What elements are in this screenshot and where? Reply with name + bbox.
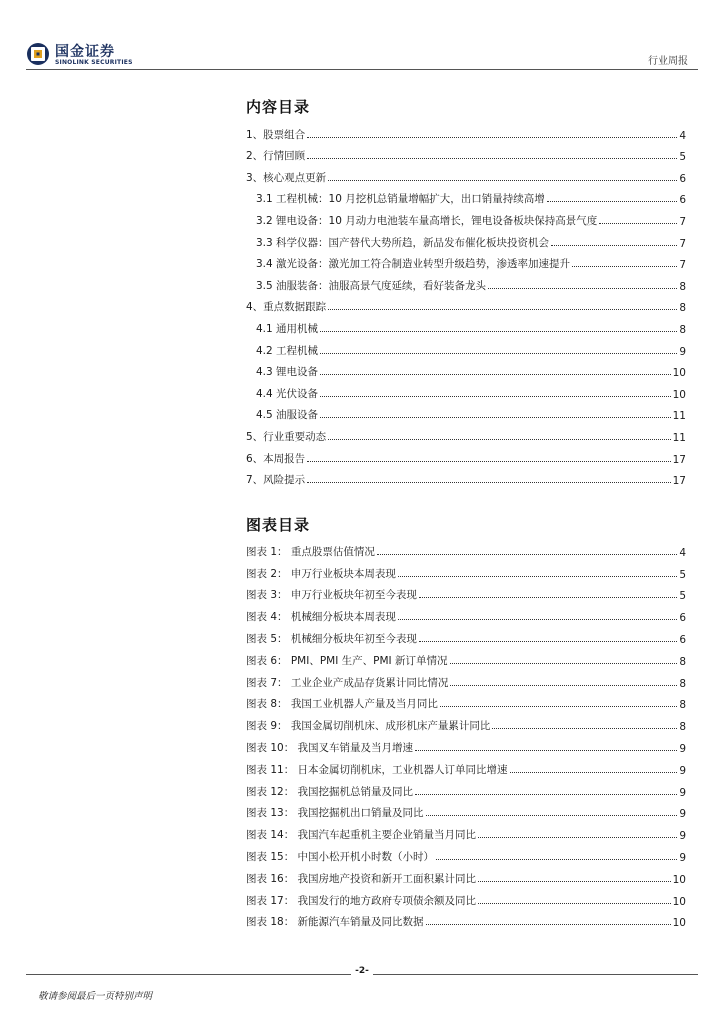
figures-title: 图表目录 [246, 516, 311, 534]
toc-entry[interactable] [246, 444, 686, 466]
figure-entry-label: 图表 10： 我国叉车销量及当月增速 [246, 741, 414, 754]
dot-leader [328, 179, 677, 181]
dot-leader [426, 814, 678, 816]
header-divider [26, 69, 698, 70]
dot-leader [426, 923, 671, 925]
dot-leader [478, 880, 671, 882]
figure-entry-page: 8 [679, 721, 686, 734]
figure-entry[interactable] [246, 908, 686, 930]
figure-entry-label: 图表 4： 机械细分板块本周表现 [246, 611, 396, 624]
dot-leader [551, 244, 677, 246]
figure-entry-page: 9 [679, 764, 686, 777]
figure-entry-label: 图表 18： 新能源汽车销量及同比数据 [246, 916, 424, 929]
toc-entry-label: 7、风险提示 [246, 474, 306, 487]
figure-entry[interactable] [246, 711, 686, 733]
figure-entry[interactable] [246, 799, 686, 821]
dot-leader [436, 858, 677, 860]
figure-entry-page: 5 [679, 568, 686, 581]
figure-entry-page: 6 [679, 633, 686, 646]
dot-leader [307, 136, 677, 138]
brand-name-en: SINOLINK SECURITIES [55, 59, 133, 66]
brand-name-cn: 国金证券 [55, 44, 115, 60]
toc-entry-label: 3.3 科学仪器：国产替代大势所趋，新品发布催化板块投资机会 [256, 236, 550, 249]
figure-entry-page: 10 [672, 895, 686, 908]
figure-entry[interactable] [246, 537, 686, 559]
dot-leader [510, 771, 678, 773]
toc-entry-page: 4 [679, 129, 686, 142]
brand-logo [26, 40, 136, 68]
dot-leader [440, 705, 677, 707]
dot-leader [419, 596, 677, 598]
figure-entry-page: 9 [679, 851, 686, 864]
toc-entry-page: 10 [672, 367, 686, 380]
page-number [0, 966, 724, 976]
dot-leader [492, 727, 677, 729]
toc-entry[interactable] [246, 314, 686, 336]
figure-entry-label: 图表 1： 重点股票估值情况 [246, 545, 375, 558]
figure-entry-label: 图表 13： 我国挖掘机出口销量及同比 [246, 807, 424, 820]
dot-leader [547, 200, 678, 202]
toc-entry[interactable] [246, 228, 686, 250]
toc-entry-label: 4、重点数据跟踪 [246, 301, 327, 314]
dot-leader [398, 618, 677, 620]
toc-entry[interactable] [246, 293, 686, 315]
toc-entry-label: 3、核心观点更新 [246, 171, 327, 184]
dot-leader [307, 460, 670, 462]
document-type: 行业周报 [648, 56, 688, 67]
figure-entry-label: 图表 5： 机械细分板块年初至今表现 [246, 632, 417, 645]
toc-entry-page: 6 [679, 194, 686, 207]
dot-leader [320, 416, 671, 418]
figure-entry-label: 图表 3： 申万行业板块年初至今表现 [246, 589, 417, 602]
dot-leader [320, 352, 677, 354]
dot-leader [450, 684, 677, 686]
figure-entry-label: 图表 2： 申万行业板块本周表现 [246, 567, 396, 580]
figure-entry-label: 图表 12： 我国挖掘机总销量及同比 [246, 785, 414, 798]
toc-entry-page: 6 [679, 172, 686, 185]
dot-leader [377, 553, 677, 555]
toc-entry-label: 4.3 锂电设备 [256, 366, 319, 379]
toc-entry-page: 5 [679, 151, 686, 164]
figure-entry-page: 8 [679, 699, 686, 712]
toc-entry-page: 11 [672, 431, 686, 444]
toc-entry[interactable] [246, 422, 686, 444]
figure-entry[interactable] [246, 886, 686, 908]
toc-entry-label: 3.4 激光设备：激光加工符合制造业转型升级趋势，渗透率加速提升 [256, 258, 571, 271]
figure-entry[interactable] [246, 624, 686, 646]
page-header [0, 0, 724, 70]
figure-entry[interactable] [246, 820, 686, 842]
toc-entry[interactable] [246, 271, 686, 293]
page-number-text: -2- [351, 966, 373, 976]
dot-leader [328, 308, 677, 310]
toc-entry-page: 8 [679, 323, 686, 336]
figure-entry[interactable] [246, 602, 686, 624]
toc-entry-label: 4.4 光伏设备 [256, 387, 319, 400]
figure-entry-label: 图表 14： 我国汽车起重机主要企业销量当月同比 [246, 829, 477, 842]
toc-entry-page: 17 [672, 453, 686, 466]
toc-entry[interactable] [246, 250, 686, 272]
figure-entry-label: 图表 8： 我国工业机器人产量及当月同比 [246, 698, 438, 711]
dot-leader [320, 330, 677, 332]
toc-entry[interactable] [246, 358, 686, 380]
figure-entry-page: 8 [679, 677, 686, 690]
figure-entry[interactable] [246, 733, 686, 755]
sinolink-logo-icon [26, 42, 50, 66]
dot-leader [328, 438, 670, 440]
toc-entry[interactable] [246, 163, 686, 185]
toc-entry-label: 4.2 工程机械 [256, 344, 319, 357]
toc-entry-page: 8 [679, 280, 686, 293]
dot-leader [415, 793, 677, 795]
dot-leader [478, 902, 671, 904]
figure-entry[interactable] [246, 581, 686, 603]
dot-leader [398, 575, 677, 577]
figure-index [246, 537, 686, 929]
toc-entry[interactable] [246, 142, 686, 164]
figure-entry-label: 图表 16： 我国房地产投资和新开工面积累计同比 [246, 872, 477, 885]
toc-entry[interactable] [246, 185, 686, 207]
figure-entry-label: 图表 9： 我国金属切削机床、成形机床产量累计同比 [246, 720, 491, 733]
dot-leader [572, 265, 677, 267]
toc-entry-page: 9 [679, 345, 686, 358]
toc-entry-label: 3.5 油服装备：油服高景气度延续，看好装备龙头 [256, 279, 487, 292]
toc-entry-page: 17 [672, 475, 686, 488]
figure-entry-page: 6 [679, 612, 686, 625]
dot-leader [320, 395, 671, 397]
dot-leader [320, 373, 671, 375]
figure-entry-page: 4 [679, 546, 686, 559]
toc-entry-label: 3.2 锂电设备：10 月动力电池装车量高增长，锂电设备板块保持高景气度 [256, 214, 598, 227]
toc-entry[interactable] [246, 401, 686, 423]
figure-entry-page: 9 [679, 830, 686, 843]
toc-entry-page: 10 [672, 388, 686, 401]
toc-entry[interactable] [246, 466, 686, 488]
toc-entry-label: 3.1 工程机械：10 月挖机总销量增幅扩大，出口销量持续高增 [256, 193, 545, 206]
dot-leader [415, 749, 677, 751]
table-of-contents [246, 120, 686, 487]
figure-entry-label: 图表 7： 工业企业产成品存货累计同比情况 [246, 676, 449, 689]
toc-entry-label: 6、本周报告 [246, 452, 306, 465]
toc-title: 内容目录 [246, 98, 311, 116]
figure-entry-page: 10 [672, 917, 686, 930]
figure-entry[interactable] [246, 777, 686, 799]
figure-entry-label: 图表 15： 中国小松开机小时数（小时） [246, 850, 435, 863]
toc-entry[interactable] [246, 120, 686, 142]
figure-entry-page: 10 [672, 873, 686, 886]
toc-entry-page: 7 [679, 259, 686, 272]
toc-entry[interactable] [246, 379, 686, 401]
dot-leader [419, 640, 677, 642]
figure-entry-label: 图表 11： 日本金属切削机床，工业机器人订单同比增速 [246, 763, 508, 776]
dot-leader [307, 481, 670, 483]
figure-entry[interactable] [246, 690, 686, 712]
dot-leader [488, 287, 677, 289]
toc-entry-label: 5、行业重要动态 [246, 430, 327, 443]
dot-leader [599, 222, 677, 224]
toc-entry-page: 11 [672, 410, 686, 423]
figure-entry-page: 9 [679, 742, 686, 755]
toc-entry-page: 7 [679, 237, 686, 250]
figure-entry[interactable] [246, 668, 686, 690]
toc-entry-page: 7 [679, 215, 686, 228]
toc-entry-label: 2、行情回顾 [246, 150, 306, 163]
disclaimer: 敬请参阅最后一页特别声明 [38, 991, 153, 1002]
figure-entry-page: 8 [679, 655, 686, 668]
dot-leader [450, 662, 678, 664]
figure-entry[interactable] [246, 755, 686, 777]
figure-entry-page: 9 [679, 786, 686, 799]
toc-entry-label: 1、股票组合 [246, 128, 306, 141]
figure-entry[interactable] [246, 864, 686, 886]
figure-entry-label: 图表 17： 我国发行的地方政府专项债余额及同比 [246, 894, 477, 907]
figure-entry-page: 9 [679, 808, 686, 821]
figure-entry[interactable] [246, 842, 686, 864]
toc-entry[interactable] [246, 336, 686, 358]
toc-entry-label: 4.1 通用机械 [256, 322, 319, 335]
figure-entry[interactable] [246, 559, 686, 581]
figure-entry[interactable] [246, 646, 686, 668]
dot-leader [307, 157, 677, 159]
toc-entry-page: 8 [679, 302, 686, 315]
dot-leader [478, 836, 677, 838]
figure-entry-page: 5 [679, 590, 686, 603]
toc-entry[interactable] [246, 206, 686, 228]
toc-entry-label: 4.5 油服设备 [256, 409, 319, 422]
figure-entry-label: 图表 6： PMI、PMI 生产、PMI 新订单情况 [246, 654, 448, 667]
